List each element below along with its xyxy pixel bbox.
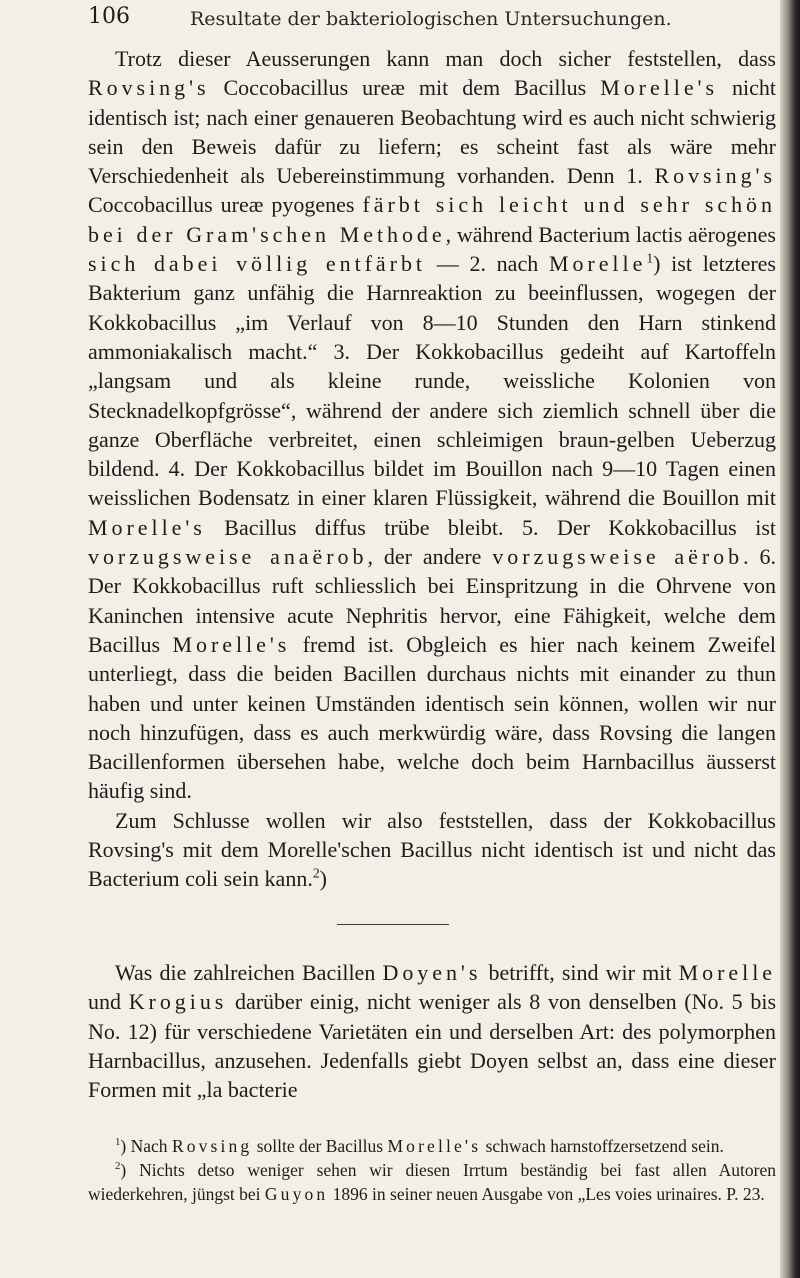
main-text-lower (88, 958, 776, 1104)
running-head: Resultate der bakteriologischen Untersuchungen. (190, 8, 672, 30)
footnote-ref-1: 1 (646, 250, 654, 266)
footnote-marker: 1 (115, 1136, 121, 1149)
footnotes (88, 1134, 776, 1206)
emphasis-text: färbt sich leicht und sehr schön bei der Gram'schen Methode (88, 192, 776, 247)
body-paragraph-1: Trotz dieser Aeusserungen kann man doch sicher feststellen, dass Rovsing's Coccobacillus ureæ mit dem Bacillus Morelle's nicht identisch ist; nach einer genaueren Beobachtung wird es auch nicht schwierig sein den Beweis dafür zu liefern; es scheint fast als wäre mehr Verschiedenheit als Uebereinstimmung vorhanden. Denn 1. Rovsing's Coccobacillus ureæ pyogenes färbt sich leicht und sehr schön bei der Gram'schen Methode, während Bacterium lactis aërogenes sich dabei völlig entfärbt — 2. nach Morelle$^1$) ist letzteres Bakterium ganz unfähig die Harnreaktion zu beeinflussen, wogegen der Kokkobacillus „im Verlauf von 8—10 Stunden den Harn stinkend ammoniakalisch macht.“ 3. Der Kokkobacillus gedeiht auf Kartoffeln „langsam und als kleine runde, weissliche Kolonien von Stecknadelkopfgrösse“, während der andere sich ziemlich schnell über die ganze Oberfläche verbreitet, einen schleimigen braun-gelben Ueberzug bildend. 4. Der Kokkobacillus bildet im Bouillon nach 9—10 Tagen einen weisslichen Bodensatz in einer klaren Flüssigkeit, während die Bouillon mit Morelle's Bacillus diffus trübe bleibt. 5. Der Kokkobacillus ist vorzugsweise anaërob, der andere vorzugsweise aërob. 6. Der Kokkobacillus ruft schliesslich bei Einspritzung in die Ohrvene von Kaninchen intensive acute Nephritis hervor, eine Fähigkeit, welche dem Bacillus Morelle's fremd ist. Obgleich es hier nach keinem Zweifel unterliegt, dass die beiden Bacillen durchaus nichts mit einander zu thun haben und unter keinen Umständen identisch sein können, wollen wir nur noch hinzufügen, dass es auch merkwürdig wäre, dass Rovsing die langen Bacillenformen übersehen habe, welche doch beim Harnbacillus äusserst häufig sind. (88, 46, 776, 804)
author-name: Morelle's (88, 514, 206, 540)
author-name: Morelle's (387, 1136, 482, 1156)
author-name: Morelle's (172, 631, 291, 657)
author-name: Doyen's (382, 960, 482, 985)
author-name: Guyon (264, 1184, 329, 1204)
author-name: Krogius (128, 989, 228, 1015)
page-number: 106 (88, 4, 130, 29)
author-name: Rovsing's (654, 163, 776, 189)
footnote-ref-2: 2 (312, 865, 320, 881)
page-header (88, 2, 708, 36)
footnote-1: $^1$) Nach Rovsing sollte der Bacillus Morelle's schwach harnstoffzersetzend sein. (115, 1136, 724, 1156)
author-name: Morelle (678, 960, 776, 985)
body-paragraph-3: Was die zahlreichen Bacillen Doyen's betrifft, sind wir mit Morelle und Krogius darüber einig, nicht weniger als 8 von denselben (No. 5 bis No. 12) für verschiedene Varietäten ein und derselben Art: des polymorphen Harnbacillus, anzusehen. Jedenfalls giebt Doyen selbst an, dass eine dieser Formen mit „la bacterie (88, 960, 777, 1103)
emphasis-text: vorzugsweise anaërob (88, 544, 368, 570)
page-edge-shadow (780, 0, 800, 1278)
footnote-2: $^2$) Nichts detso weniger sehen wir diesen Irrtum beständig bei fast allen Autoren wiederkehren, jüngst bei Guyon 1896 in seiner neuen Ausgabe von „Les voies urinaires. P. 23. (88, 1160, 776, 1204)
author-name: Morelle (548, 251, 647, 277)
footnote-marker: 2 (115, 1160, 121, 1173)
author-name: Rovsing's (88, 75, 210, 101)
main-text-upper (88, 44, 776, 894)
emphasis-text: vorzugsweise aërob (492, 544, 744, 570)
author-name: Morelle's (600, 75, 718, 101)
emphasis-text: sich dabei völlig entfärbt (88, 251, 426, 277)
body-paragraph-2: Zum Schlusse wollen wir also feststellen, dass der Kokkobacillus Rovsing's mit dem Morelle'schen Bacillus nicht identisch ist und nicht das Bacterium coli sein kann.$^2$) (88, 807, 776, 892)
author-name: Rovsing (171, 1136, 253, 1156)
section-divider (337, 924, 449, 925)
